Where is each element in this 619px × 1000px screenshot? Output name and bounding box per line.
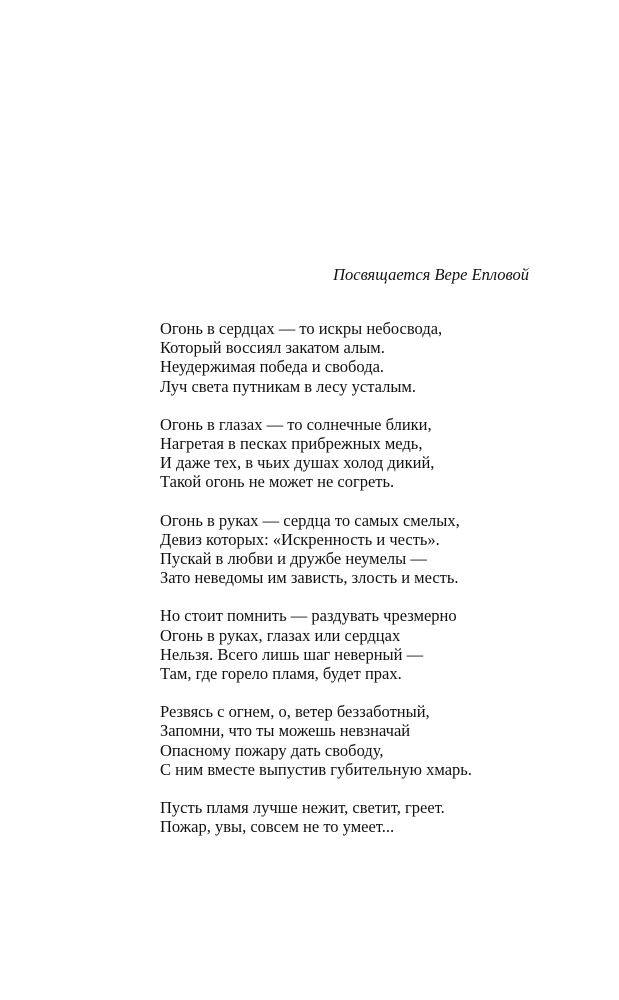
poem-line: Огонь в глазах — то солнечные блики, xyxy=(160,414,432,434)
dedication: Посвящается Вере Епловой xyxy=(333,265,529,284)
stanza xyxy=(160,702,600,779)
stanza xyxy=(160,798,600,836)
stanza xyxy=(160,511,600,588)
poem-line: Пускай в любви и дружбе неумелы — xyxy=(160,549,427,569)
poem-line: Огонь в сердцах — то искры небосвода, xyxy=(160,319,443,338)
poem-line: Пожар, увы, совсем не то умеет... xyxy=(160,817,395,837)
poem-line: Неудержимая победа и свобода. xyxy=(160,357,385,377)
poem-line: Который воссиял закатом алым. xyxy=(160,338,385,358)
poem-line: С ним вместе выпустив губительную хмарь. xyxy=(160,759,472,779)
poem-line: И даже тех, в чьих душах холод дикий, xyxy=(160,453,435,473)
poem-line: Но стоит помнить — раздувать чрезмерно xyxy=(160,606,457,626)
poem-line: Там, где горело пламя, будет прах. xyxy=(160,664,402,684)
stanza xyxy=(160,415,600,492)
poem xyxy=(160,319,600,855)
poem-line: Девиз которых: «Искренность и честь». xyxy=(160,529,440,549)
poem-line: Опасному пожару дать свободу, xyxy=(160,740,384,760)
poem-line: Такой огонь не может не согреть. xyxy=(160,472,395,492)
poem-line: Огонь в руках — сердца то самых смелых, xyxy=(160,510,460,530)
poem-line: Нельзя. Всего лишь шаг неверный — xyxy=(160,644,424,664)
stanza xyxy=(160,319,600,396)
poem-line: Пусть пламя лучше нежит, светит, греет. xyxy=(160,798,445,818)
poem-line: Резвясь с огнем, о, ветер беззаботный, xyxy=(160,702,430,722)
poem-line: Нагретая в песках прибрежных медь, xyxy=(160,434,423,454)
poem-line: Зато неведомы им зависть, злость и месть. xyxy=(160,568,459,588)
stanza xyxy=(160,606,600,683)
poem-line: Луч света путникам в лесу усталым. xyxy=(160,376,416,396)
poem-line: Запомни, что ты можешь невзначай xyxy=(160,721,411,741)
poem-line: Огонь в руках, глазах или сердцах xyxy=(160,625,401,645)
